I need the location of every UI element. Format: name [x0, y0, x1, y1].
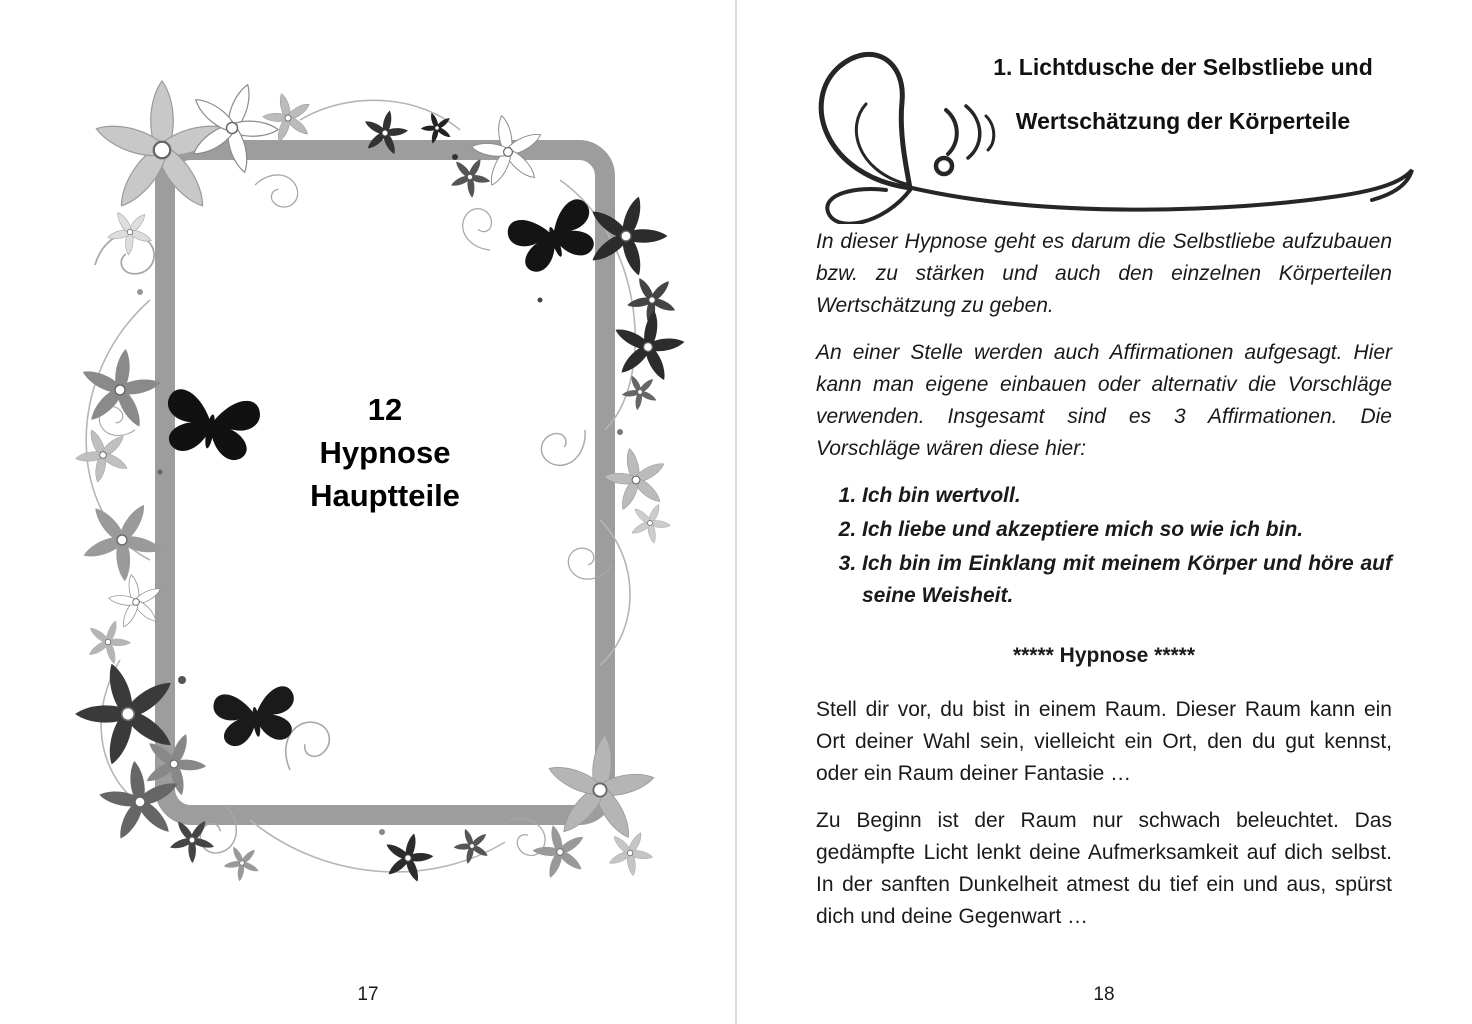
affirmations-list	[816, 480, 1392, 612]
page-divider	[735, 0, 737, 1024]
page-number-right: 18	[1093, 984, 1115, 1005]
page-body	[816, 226, 1392, 948]
chapter-title-line2: Hauptteile	[310, 478, 460, 513]
intro-paragraph-1: In dieser Hypnose geht es darum die Selbstliebe aufzubauen bzw. zu stärken und auch den einzelnen Körperteilen Wertschätzung zu geben.	[816, 230, 1392, 317]
hypnose-paragraph-2: Zu Beginn ist der Raum nur schwach beleuchtet. Das gedämpfte Licht lenkt deine Aufmerksamkeit auf dich selbst. In der sanften Dunkelheit atmest du tief ein und aus, spürst dich und deine Gegenwart …	[816, 809, 1392, 928]
chapter-title-number: 12	[367, 392, 403, 427]
section-heading	[948, 40, 1418, 148]
hypnose-paragraph-1: Stell dir vor, du bist in einem Raum. Dieser Raum kann ein Ort deiner Wahl sein, vielleicht ein Ort, den du gut kennst, oder ein Raum deiner Fantasie …	[816, 698, 1392, 785]
affirmation-item-3: 3. Ich bin im Einklang mit meinem Körper und höre auf seine Weisheit.	[862, 548, 1392, 612]
hypnose-separator: ***** Hypnose *****	[1012, 644, 1196, 667]
affirmation-item-1: 1. Ich bin wertvoll.	[862, 480, 1392, 512]
intro-paragraph-2: An einer Stelle werden auch Affirmationen aufgesagt. Hier kann man eigene einbauen oder alternativ die Vorschläge verwenden. Insgesamt sind es 3 Affirmationen. Die Vorschläge wären diese hier:	[816, 341, 1392, 460]
chapter-title	[165, 388, 605, 517]
section-heading-line1: 1. Lichtdusche der Selbstliebe und	[993, 54, 1373, 80]
affirmation-item-2: 2. Ich liebe und akzeptiere mich so wie ich bin.	[862, 514, 1392, 546]
page-number-left: 17	[357, 984, 379, 1005]
chapter-title-line1: Hypnose	[319, 435, 451, 470]
section-heading-line2: Wertschätzung der Körperteile	[1015, 108, 1351, 134]
page-right	[736, 0, 1472, 1024]
